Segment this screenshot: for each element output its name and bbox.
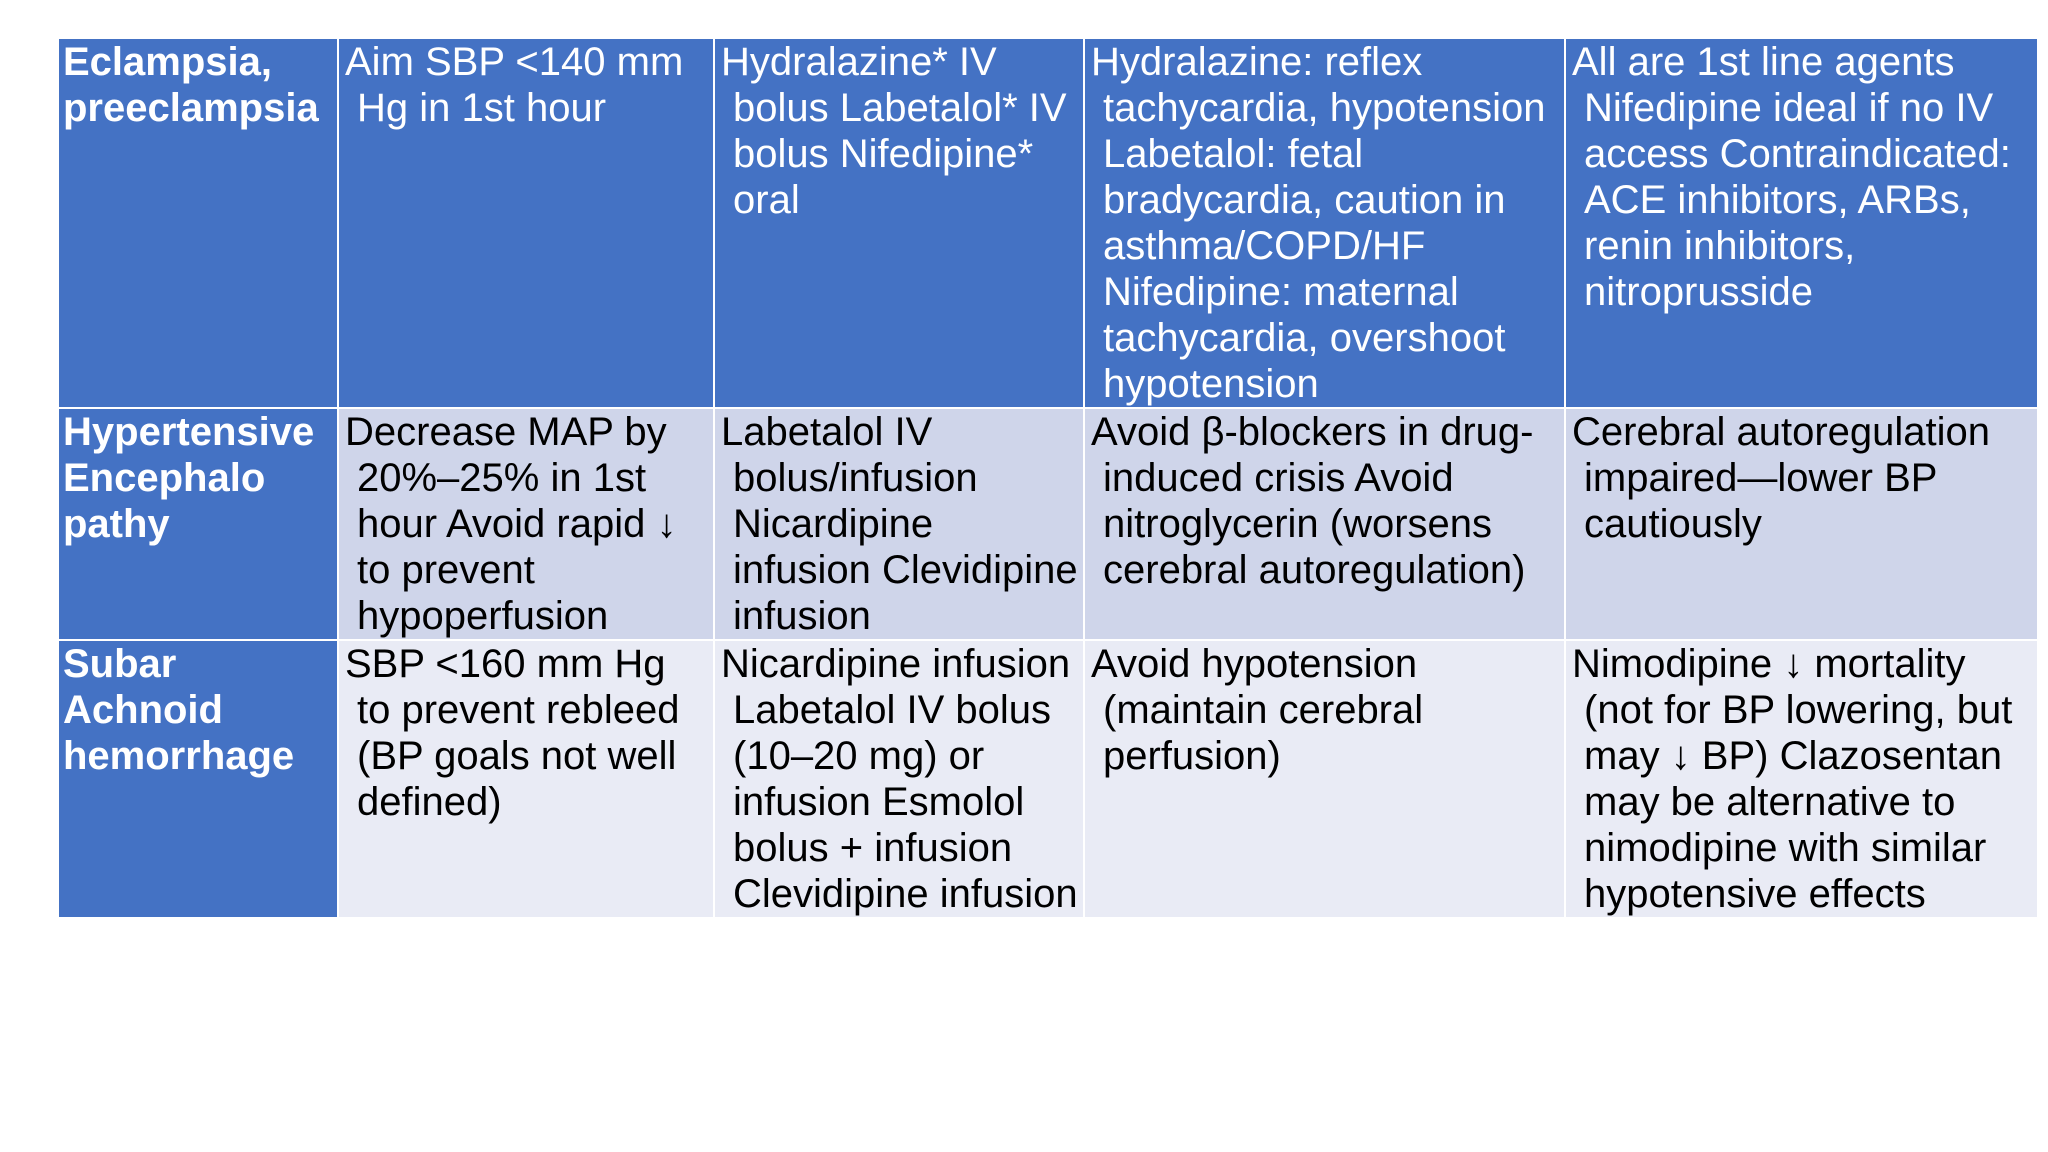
table-row — [58, 408, 2038, 640]
bp-goal-cell: Aim SBP <140 mm Hg in 1st hour — [338, 38, 714, 408]
adverse-effects-cell: Hydralazine: reflex tachycardia, hypotension Labetalol: fetal bradycardia, caution in asthma/COPD/HF Nifedipine: maternal tachycardia, overshoot hypotension — [1084, 38, 1565, 408]
agents-cell: Labetalol IV bolus/infusion Nicardipine infusion Clevidipine infusion — [714, 408, 1084, 640]
table-row — [58, 38, 2038, 408]
notes-cell: Nimodipine ↓ mortality (not for BP lowering, but may ↓ BP) Clazosentan may be alternative to nimodipine with similar hypotensive effects — [1565, 640, 2038, 918]
table-row — [58, 640, 2038, 918]
notes-cell: All are 1st line agents Nifedipine ideal if no IV access Contraindicated: ACE inhibitors, ARBs, renin inhibitors, nitroprusside — [1565, 38, 2038, 408]
agents-cell: Nicardipine infusion Labetalol IV bolus (10–20 mg) or infusion Esmolol bolus + infusion Clevidipine infusion — [714, 640, 1084, 918]
adverse-effects-cell: Avoid hypotension (maintain cerebral perfusion) — [1084, 640, 1565, 918]
bp-goal-cell: SBP <160 mm Hg to prevent rebleed (BP goals not well defined) — [338, 640, 714, 918]
adverse-effects-cell: Avoid β-blockers in drug-induced crisis Avoid nitroglycerin (worsens cerebral autoregulation) — [1084, 408, 1565, 640]
condition-cell: Eclampsia, preeclampsia — [58, 38, 338, 408]
notes-cell: Cerebral autoregulation impaired—lower BP cautiously — [1565, 408, 2038, 640]
bp-goal-cell: Decrease MAP by 20%–25% in 1st hour Avoid rapid ↓ to prevent hypoperfusion — [338, 408, 714, 640]
hypertensive-emergency-table — [57, 37, 2039, 919]
condition-cell: Hypertensive Encephalo pathy — [58, 408, 338, 640]
condition-cell: Subar Achnoid hemorrhage — [58, 640, 338, 918]
agents-cell: Hydralazine* IV bolus Labetalol* IV bolus Nifedipine* oral — [714, 38, 1084, 408]
